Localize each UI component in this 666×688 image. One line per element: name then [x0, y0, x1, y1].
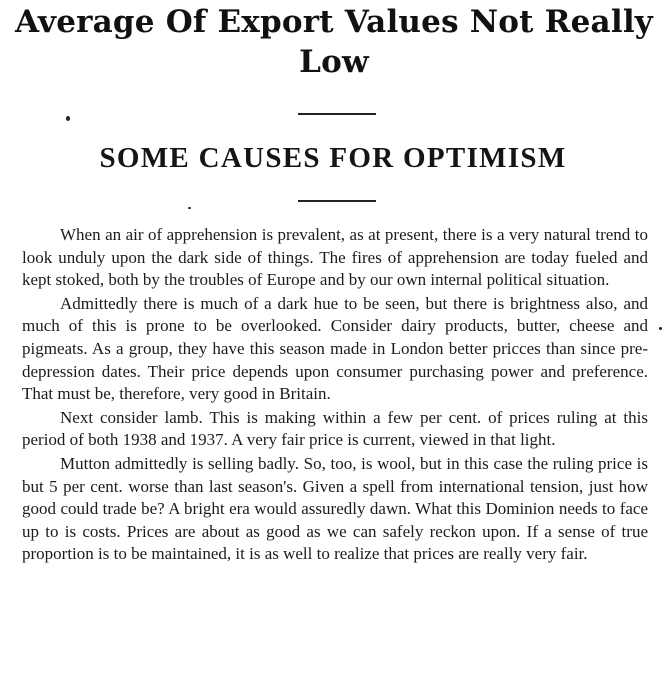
paragraph: Next consider lamb. This is making within a few per cent. of prices ruling at this period of both 1938 and 1937. A very fair price is current, viewed in that light.	[22, 407, 648, 450]
subheadline: SOME CAUSES FOR OPTIMISM	[99, 142, 567, 174]
article-body	[22, 224, 648, 567]
subheadline-divider	[298, 200, 376, 202]
headline: Average Of Export Values Not Really Low	[14, 4, 654, 80]
print-speck	[66, 116, 70, 121]
paragraph: Mutton admittedly is selling badly. So, too, is wool, but in this case the ruling price is but 5 per cent. worse than last season's. Given a spell from international tension, just how good could trade be? A bright era would assuredly dawn. What this Dominion needs to face up to is costs. Prices are about as good as we can safely reckon upon. If a sense of true proportion is to be maintained, it is as well to realize that prices are really very fair.	[22, 453, 648, 564]
headline-divider	[298, 113, 376, 115]
paragraph: When an air of apprehension is prevalent, as at present, there is a very natural trend to look unduly upon the dark side of things. The fires of apprehension are today fueled and kept stoked, both by the troubles of Europe and by our own internal political situation.	[22, 225, 648, 290]
paragraph: Admittedly there is much of a dark hue to be seen, but there is brightness also, and much of this is prone to be overlooked. Consider dairy products, butter, cheese and pigmeats. As a group, they have this season made in London better pricces than since pre-depression dates. Their price depends upon consumer purchasing power and preference. That must be, therefore, very good in Britain.	[22, 293, 648, 404]
print-speck	[188, 207, 191, 209]
print-speck	[659, 327, 662, 330]
